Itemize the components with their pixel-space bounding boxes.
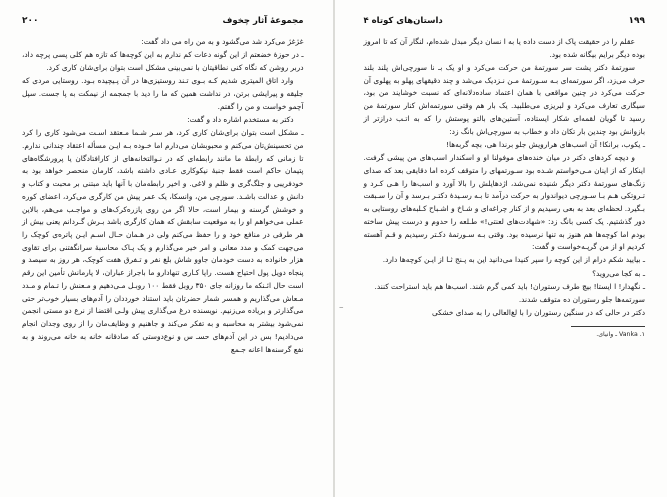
page-header-199 bbox=[364, 16, 646, 29]
paragraph: عقلم را در حقیقت پاک از دست داده یا به ا نسان دیگر مبدل شده‌ام، لنگار آن که تا امروز بوده دیگر برایم بیگانه شده بود. bbox=[363, 37, 645, 59]
paragraph-dialogue: ـ یکوب، برانکا! آن اسب‌های هرارویش جلو برندا هی، بچه گربه‌ها! bbox=[446, 139, 645, 149]
paragraph-dialogue: ـ بیایید شکم درام از این کوچه را سپر کنیدا می‌دانید این به پـنج ثـا از ایـن کوچه‌ها دارد. bbox=[382, 255, 645, 265]
folio-number-199: ۱۹۹ bbox=[628, 16, 645, 26]
paragraph-dialogue: ـ نگهدار! ا ایستا! بیچ طرف رستوران! باید کمی گرم شند. اسب‌ها هم باید استراحت کنند. bbox=[374, 281, 645, 291]
body-text-199 bbox=[364, 36, 646, 320]
page-199 bbox=[334, 0, 667, 497]
paragraph-dialogue: ـ به کجا می‌روید؟ bbox=[592, 268, 645, 278]
margin-mark-left: _ bbox=[339, 300, 343, 308]
footnote-separator bbox=[571, 326, 645, 327]
paragraph: و دیچه کردهای دکتر در میان خنده‌های موفولنا او و اسکندار اسب‌های من پیشی گرفت. اینکار که از اینان مـی‌خواستم شـده بود سـورتمهای را متوقف کرده اما دقایقی بعد که صدای زنگ‌های سورتمهٔ دکتر دیگر شنیده نمی‌شد، اژدهایلش را بالا آورد و اسب‌ها را هـی کـرد و تـروتکی هـم بـا سـورچی دیواندوار به حرکت درآمد تا بـه رسـیدهٔ دکتـر بـرسد و آن را سـبقت بـگیرد. لحظه‌ای بعد به بعی رسیدیم و از کنار چراغه‌ای و شـاخ و اشـباح کـلبه‌های روستایی به دور گذشتیم. یک کسی بانگ زد: «شهادت‌های لعنتی!» طـلعه را حدوم و درست پیش ساخته بودم اما کوچه‌ها هم هنوز به تنها نرسیده بود. وقتی بـه سـورتمهٔ دکـتر رسیدیم و قـم آهسته کردیم او از من گرپـه‌خواست و گفت: bbox=[363, 153, 645, 252]
paragraph: دکتر در حالی که در سنگین‌ رستوران را با لغ‌العالی را به صدای خشکی bbox=[431, 308, 645, 318]
running-head-199: داستان‌های کوتاه ۴ bbox=[363, 16, 443, 26]
paragraph: غژغژ می‌کرد شد می‌گشود و به من راه می داد گفت: bbox=[141, 37, 304, 46]
paragraph-dialogue: ـ مشکل است بتوان برای‌شان کاری کرد، هر سـر شـما مـعتقد اسـت می‌شود کاری را کرد من تحسینش‌تان می‌کنم و محبوبشان می‌دارم اما خـوده بـه ایـن مسأله اعتقاد چندانی ندارم. تا زمانی که رابطهٔ ما مانند رابطه‌ای که در نـوالتخانه‌های از کارافتادگان یا پرورشگاه‌های پتیمان حاکم است فقط جنبهٔ نیکوکاری عـادی داشته باشد، کارمان منحصر خواهد بود به خودفریبی و جلگ‌گری و ظلم و لاغی. و اخیر رابطه‌مان با آنها باید مبتنی بر محبت و کتاب و دانش و عدالت باشـد. سورچی من، وانسکا، یک عمر پیش من کارگری می‌کرد، اعضای کوره و خوشش گرسنه و بیمار است، حالا اگر من روی پازره‌کرک‌های و مواجـب می‌هم، بالاین عملی می‌خواهم او را به موقعیت سابقش که همان کارگری باشد بـرش گـردانم یعنی بیش از هر طرفی در منافع خود و را حفظ می‌کنم ولی در هـمان حـال اسـم ایـن پاتره‌ی کوچک را می‌جهت کمک و مدد معانی و امر خیر می‌گذارم و یک پـاک محاسبهٔ سرانگفتنی برای تقاوی هزار خانواده به دست خودمان جاوو شاش بلغ نفر و تـفرق هفت کوچک، هر روز به سیصد و پنجاه دویل پول احتیاج هست. راپا کـاری تنهادارو ما باجراز عباران، لا پارمانش تأمین این رقم است حال ائـنکه ما روزانه جای ۳۵۰ روبل فقط ۱۰۰ روبـل مـی‌دهیم و مـعنش را تـمام و مـدد مـعاش می‌گذاریم و همسر شمار حضرتان باید استناد خورددان را آدم‌های بسیار خوب‌تر حتی می‌گذارتر و بریاده می‌زنیم. نویسنده درغ می‌گذاری پیش ولـی اقتضا از نرع دو مستی انجمن نمی‌شود بیشتر به محاسبه و به تفکر می‌کند و جاهنیم و وظایف‌مان را از روی وجدان انجام می‌دادیم! بس در این آدم‌های حسـ س و نوع‌دوستی که صادقانه خانه به خانه می‌روند و به نفع گرسنه‌ها اعانه جـمع bbox=[22, 128, 304, 354]
paragraph-dialogue: ـ در حوزهٔ خضعتم از این گونه دعات کم ندارم به این کوچه‌ها که تازه هم کلی پسی پرچه داد، دربر روشن که نگاه کنی نطاقیتان با نمی‌بینی مشکل است بتوان برای‌شان کاری کرد. bbox=[22, 50, 304, 72]
paragraph: دکتر به مستخدم اشاره داد و گفت: bbox=[187, 114, 294, 124]
paragraph: سورتمهٔ دکتر پشت سر سورتمهٔ من حرکت می‌کرد و او یک بـ نا سورچی‌اش پلند بلند حرف می‌زد، اگر سورتمه‌ای بـه سـورتمهٔ مـن نـزدیک می‌شد و چند دقیقهای پهلو به پهلوی آن حرکت می‌کرد در چنین مواقعی با همان اعتماد ساده‌دلانه‌ای که نسبت خوشایند من بود، سیگاری تعارف می‌کرد و لبریزی می‌طلبید. یک بار هم وقتی سورتمه‌اش کنار سورتمهٔ من رسید تا گویان لقمه‌ای شکار ایستاده، آستین‌های بالتو پوستش را که به اتـب درازتر از بازوانش بود چندین بار تکان داد و خطاب به سورچی‌اش بانگ زد: bbox=[363, 62, 645, 136]
paragraph: وارد اتاق ا‌لمیتری شدیم کـه بـوی تـند روستیزی‌ها در آن پـیچیده بـود. روستایی مردی که جلیقه و پیرایشی برتن، در نداشت همین که ما را دید با جمجمه از نیمکت به پا جست. سپل آچمو خواست و من را گفتم. bbox=[22, 76, 304, 111]
body-text-200 bbox=[22, 36, 304, 356]
page-header-200 bbox=[22, 16, 304, 29]
folio-number-200: ۲۰۰ bbox=[22, 16, 39, 26]
paragraph: سورتمه‌ها جلو رستوران ده متوقف شدند. bbox=[518, 295, 645, 305]
footnote-199: ۱. Vanka ـ وانیای. bbox=[596, 331, 645, 339]
running-head-200: مجموعهٔ آثار چخوف bbox=[222, 16, 304, 26]
